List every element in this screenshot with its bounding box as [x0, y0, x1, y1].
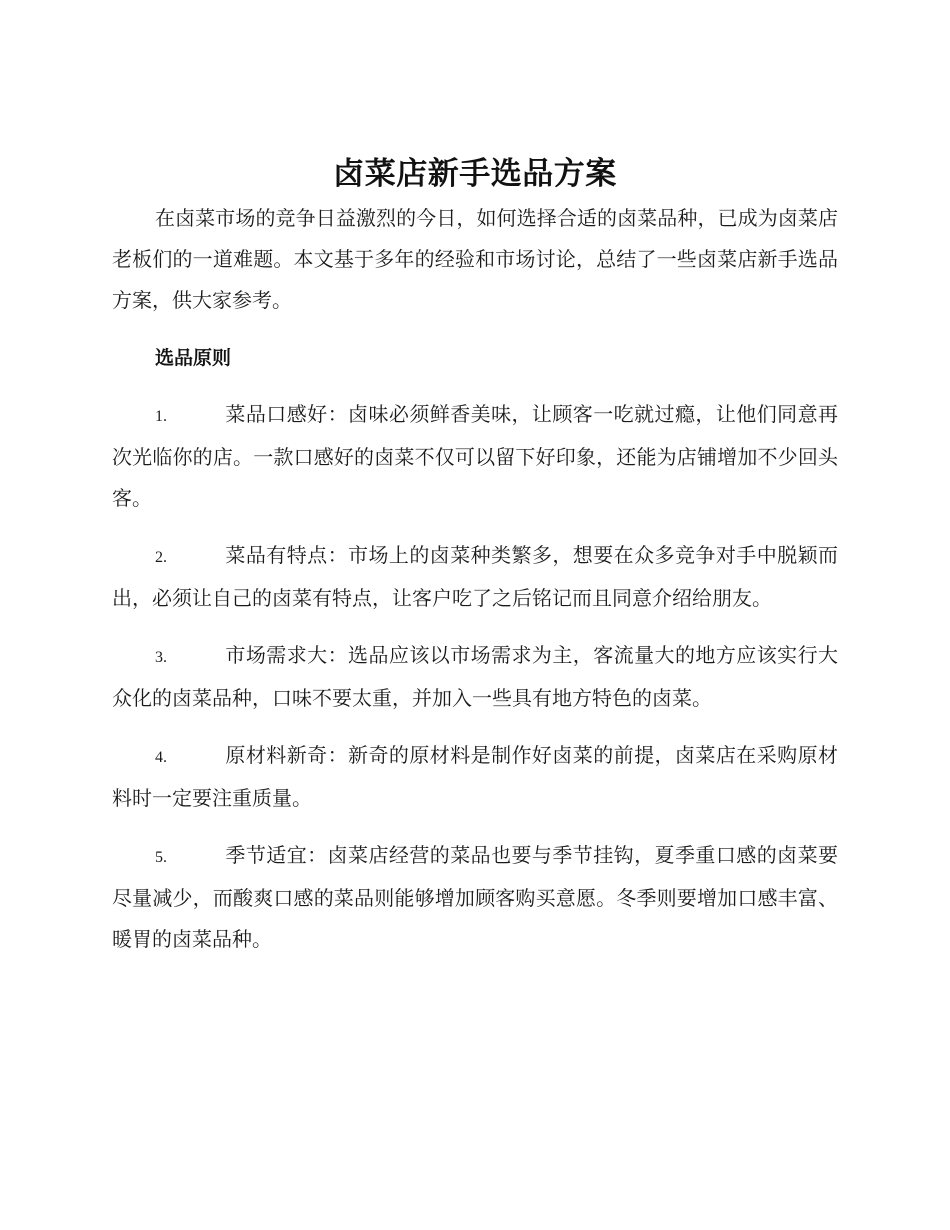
document-title: 卤菜店新手选品方案 [333, 156, 617, 192]
list-item [112, 835, 838, 960]
list-item-text: 菜品有特点：市场上的卤菜种类繁多，想要在众多竞争对手中脱颖而出，必须让自己的卤菜有特点，让客户吃了之后铭记而且同意介绍给朋友。 [112, 543, 838, 610]
list-item-number: 4. [155, 749, 167, 766]
section-heading: 选品原则 [155, 347, 232, 369]
list-item [112, 635, 838, 719]
intro-paragraph: 在卤菜市场的竞争日益激烈的今日，如何选择合适的卤菜品种，已成为卤菜店老板们的一道难题。本文基于多年的经验和市场讨论，总结了一些卤菜店新手选品方案，供大家参考。 [112, 206, 838, 312]
document-body [112, 150, 838, 960]
list-item-text: 季节适宜：卤菜店经营的菜品也要与季节挂钩，夏季重口感的卤菜要尽量减少，而酸爽口感的菜品则能够增加顾客购买意愿。冬季则要增加口感丰富、暖胃的卤菜品种。 [112, 843, 838, 951]
list-item [112, 535, 838, 619]
list-item-number: 2. [155, 549, 167, 566]
list-item-number: 1. [155, 408, 167, 425]
list-item-number: 3. [155, 649, 167, 666]
list-item-text: 市场需求大：选品应该以市场需求为主，客流量大的地方应该实行大众化的卤菜品种，口味不要太重，并加入一些具有地方特色的卤菜。 [112, 643, 838, 710]
list-item-number: 5. [155, 849, 167, 866]
list-item-text: 菜品口感好：卤味必须鲜香美味，让顾客一吃就过瘾，让他们同意再次光临你的店。一款口感好的卤菜不仅可以留下好印象，还能为店铺增加不少回头客。 [112, 402, 838, 510]
list-item [112, 394, 838, 519]
list-item [112, 735, 838, 819]
list-item-text: 原材料新奇：新奇的原材料是制作好卤菜的前提，卤菜店在采购原材料时一定要注重质量。 [112, 743, 838, 810]
